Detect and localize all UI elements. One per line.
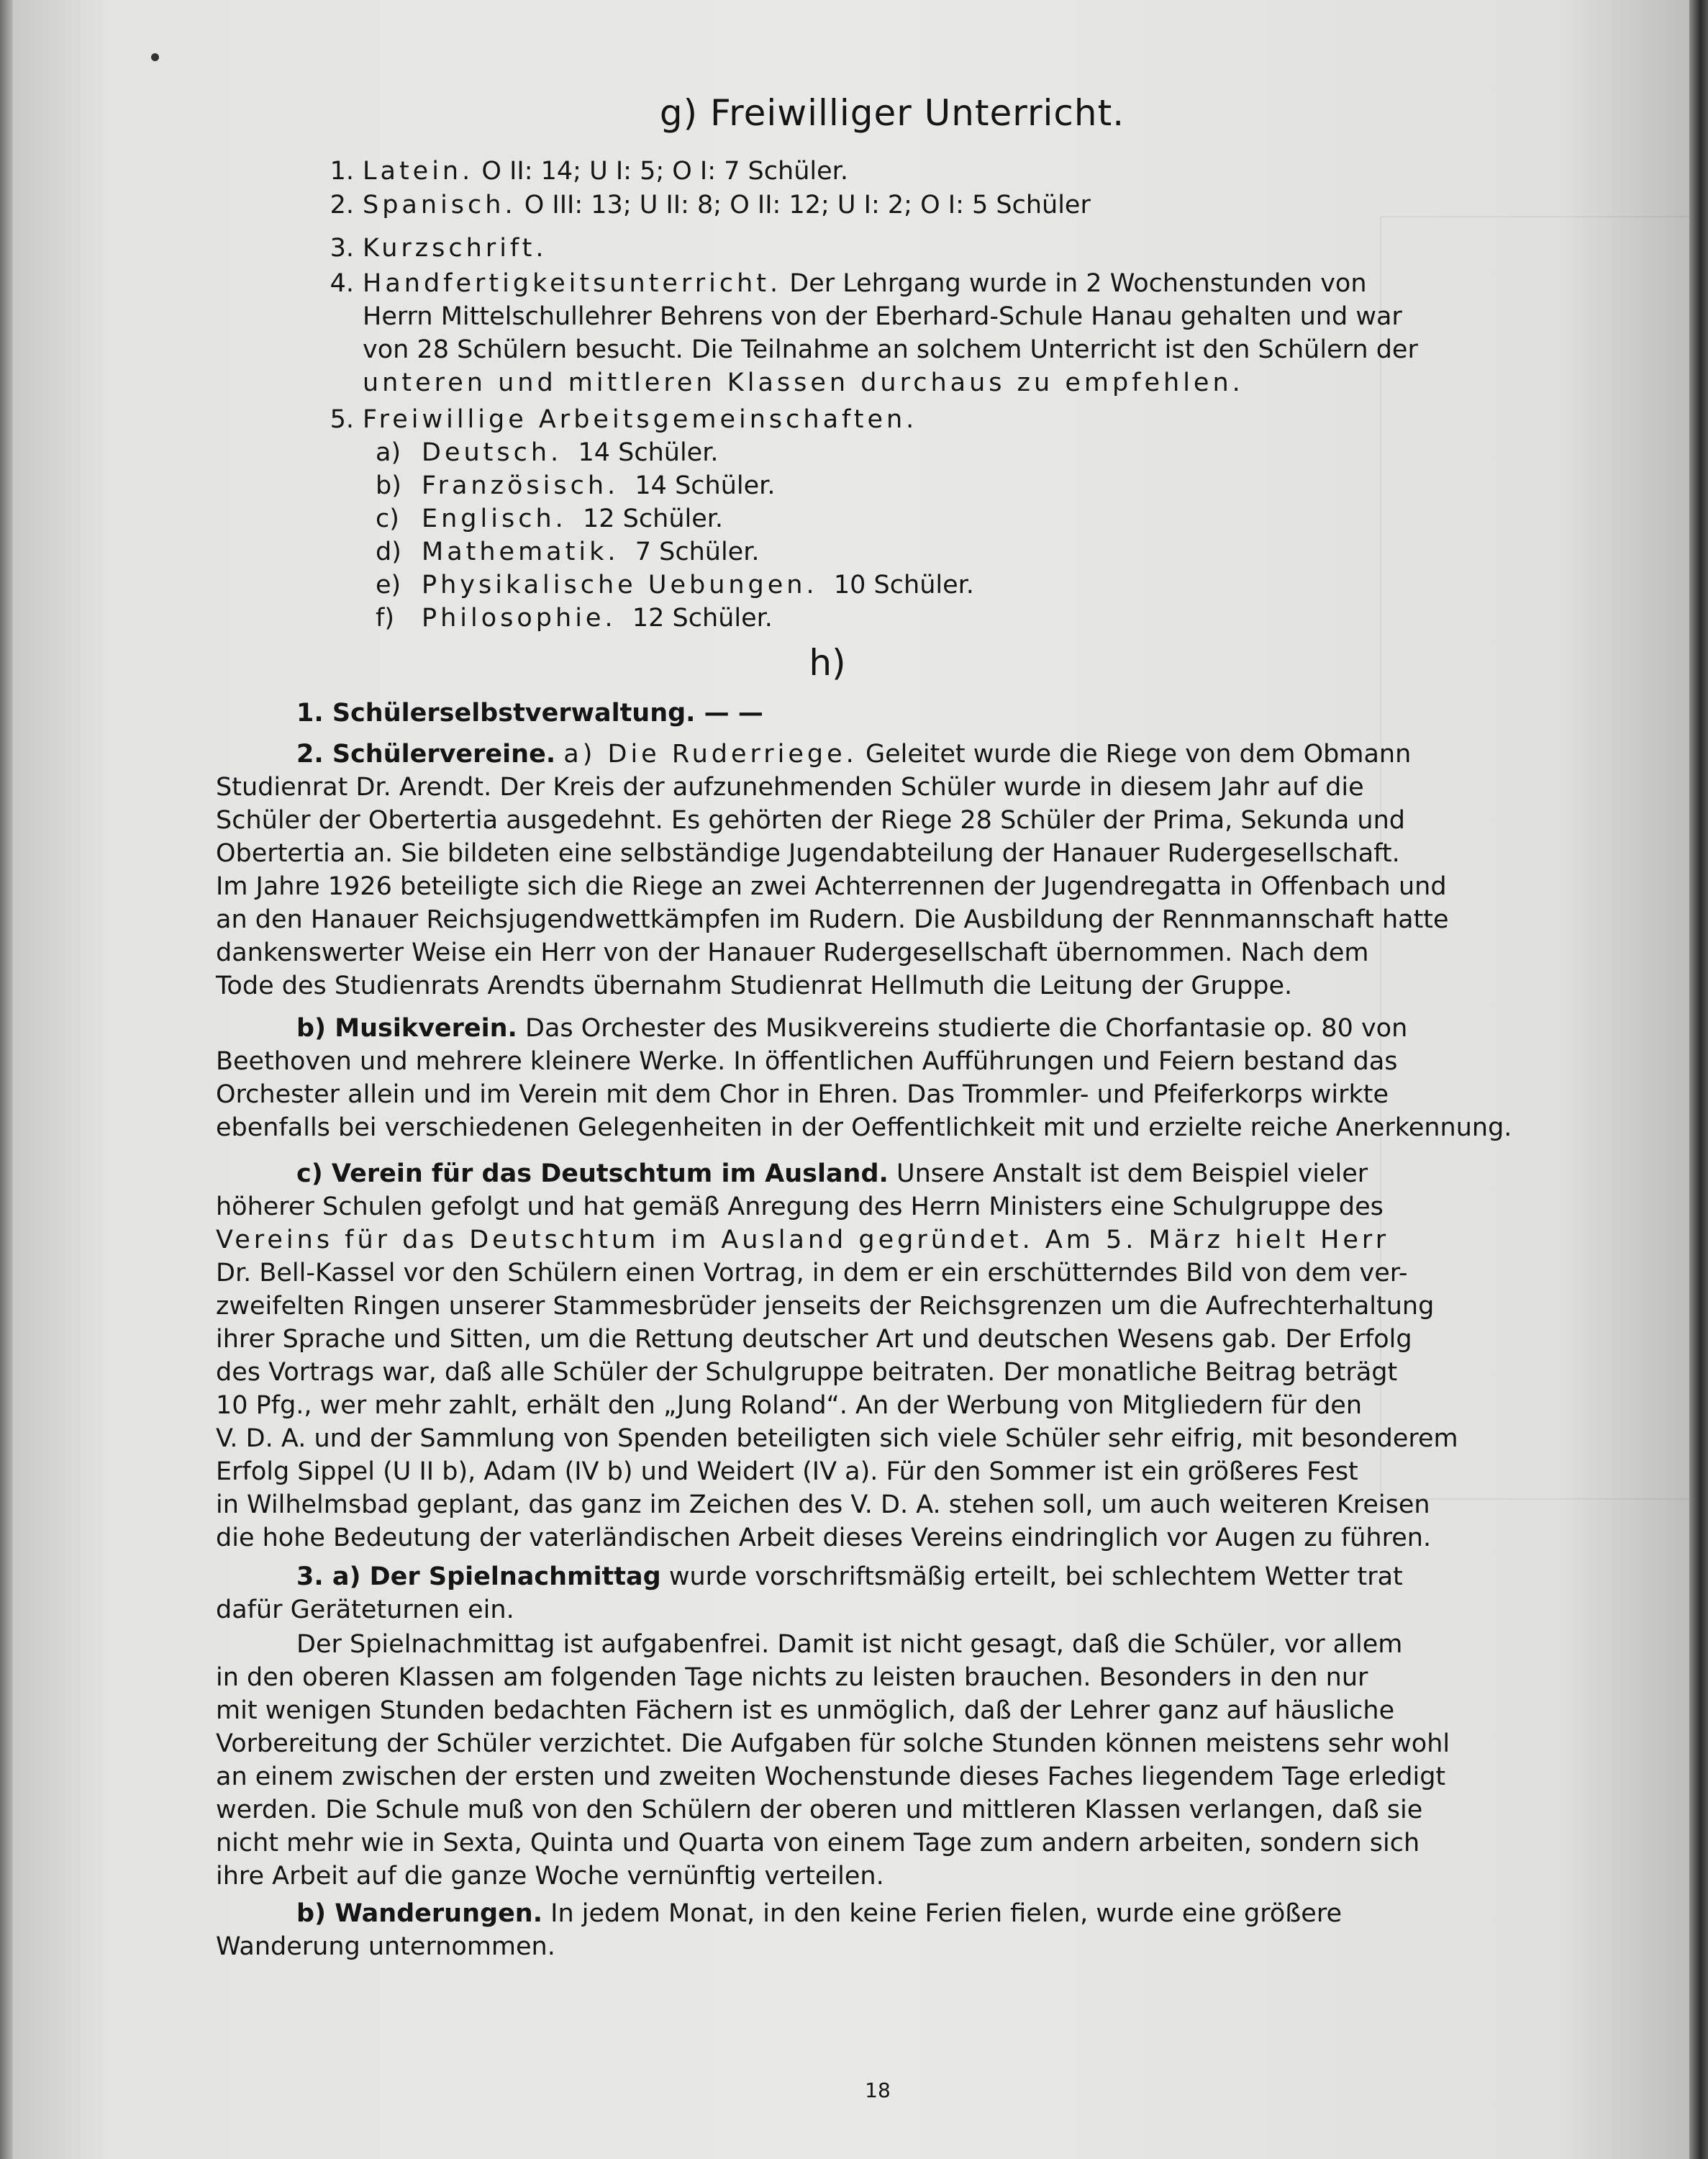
text-line: Dr. Bell-Kassel vor den Schülern einen Vortrag, in dem er ein erschütterndes Bild von dem ver- <box>216 1259 1408 1287</box>
paragraph-heading: 3. a) Der Spielnachmittag wurde vorschriftsmäßig erteilt, bei schlechtem Wetter trat <box>296 1562 1403 1591</box>
text-line: Tode des Studienrats Arendts übernahm Studienrat Hellmuth die Leitung der Gruppe. <box>216 972 1293 1000</box>
item-number: 5. <box>330 405 354 434</box>
scan-left-edge <box>0 0 13 2159</box>
text-line: Vorbereitung der Schüler verzichtet. Die Aufgaben für solche Stunden können meistens sehr wohl <box>216 1729 1450 1758</box>
text-line: werden. Die Schule muß von den Schülern der oberen und mittleren Klassen verlangen, daß sie <box>216 1796 1423 1824</box>
paragraph-heading: c) Verein für das Deutschtum im Ausland. Unsere Anstalt ist dem Beispiel vieler <box>296 1159 1368 1188</box>
text-line: Schüler der Obertertia ausgedehnt. Es gehörten der Riege 28 Schüler der Prima, Sekunda und <box>216 806 1406 835</box>
text-line: an einem zwischen der ersten und zweiten Wochenstunde dieses Faches liegendem Tage erledigt <box>216 1762 1446 1791</box>
item-text-line: von 28 Schülern besucht. Die Teilnahme an solchem Unterricht ist den Schülern der <box>363 335 1418 364</box>
page-speck <box>151 53 159 61</box>
item-number: 2. <box>330 191 354 219</box>
text-line: Erfolg Sippel (U II b), Adam (IV b) und Weidert (IV a). Für den Sommer ist ein größeres Fest <box>216 1457 1358 1486</box>
item-number: 3. <box>330 234 354 263</box>
sub-item: e) Physikalische Uebungen. 10 Schüler. <box>376 571 974 599</box>
sub-item: d) Mathematik. 7 Schüler. <box>376 538 760 566</box>
section-g-title: g) Freiwilliger Unterricht. <box>659 92 1125 134</box>
text-line: Obertertia an. Sie bildeten eine selbständige Jugendabteilung der Hanauer Rudergesellschaft. <box>216 839 1400 868</box>
text-line: V. D. A. und der Sammlung von Spenden beteiligten sich viele Schüler sehr eifrig, mit besonderem <box>216 1424 1458 1453</box>
item-label: Spanisch. <box>363 191 517 219</box>
text-line: 10 Pfg., wer mehr zahlt, erhält den „Jung Roland“. An der Werbung von Mitgliedern für den <box>216 1391 1363 1420</box>
item-text: Der Lehrgang wurde in 2 Wochenstunden von <box>789 269 1367 298</box>
sub-item: a) Deutsch. 14 Schüler. <box>376 438 719 467</box>
item-label: Freiwillige Arbeitsgemeinschaften. <box>363 405 918 434</box>
text-line: Im Jahre 1926 beteiligte sich die Riege an zwei Achterrennen der Jugendregatta in Offenbach und <box>216 872 1447 901</box>
item-text: O II: 14; U I: 5; O I: 7 Schüler. <box>481 157 848 186</box>
text-line: Studienrat Dr. Arendt. Der Kreis der aufzunehmenden Schüler wurde in diesem Jahr auf die <box>216 773 1364 802</box>
item-number: 4. <box>330 269 354 298</box>
scan-right-edge <box>1689 0 1708 2159</box>
item-text-line: Herrn Mittelschullehrer Behrens von der Eberhard-Schule Hanau gehalten und war <box>363 302 1402 331</box>
list-item <box>317 403 917 436</box>
paragraph-heading: b) Musikverein. Das Orchester des Musikvereins studierte die Chorfantasie op. 80 von <box>296 1014 1408 1043</box>
item-label: Kurzschrift. <box>363 234 548 263</box>
text-line: nicht mehr wie in Sexta, Quinta und Quarta von einem Tage zum andern arbeiten, sondern sich <box>216 1829 1420 1857</box>
text-line: an den Hanauer Reichsjugendwettkämpfen im Rudern. Die Ausbildung der Rennmannschaft hatte <box>216 905 1449 934</box>
list-item <box>317 232 547 265</box>
paragraph-heading: 2. Schülervereine. a) Die Ruderriege. Geleitet wurde die Riege von dem Obmann <box>296 740 1412 769</box>
text-line: dafür Geräteturnen ein. <box>216 1596 514 1624</box>
text-line: in Wilhelmsbad geplant, das ganz im Zeichen des V. D. A. stehen soll, um auch weiteren Kreisen <box>216 1490 1430 1519</box>
page-number: 18 <box>865 2078 891 2102</box>
text-line: ihrer Sprache und Sitten, um die Rettung deutscher Art und deutschen Wesens gab. Der Erfolg <box>216 1325 1412 1354</box>
text-line: Der Spielnachmittag ist aufgabenfrei. Damit ist nicht gesagt, daß die Schüler, vor allem <box>296 1630 1403 1659</box>
sub-item: b) Französisch. 14 Schüler. <box>376 471 776 500</box>
list-item <box>317 155 848 188</box>
item-label: Latein. <box>363 157 474 186</box>
text-line: Vereins für das Deutschtum im Ausland gegründet. Am 5. März hielt Herr <box>216 1226 1390 1254</box>
text-line: ebenfalls bei verschiedenen Gelegenheiten in der Oeffentlichkeit mit und erzielte reiche Anerkennung. <box>216 1113 1512 1142</box>
text-line: in den oberen Klassen am folgenden Tage nichts zu leisten brauchen. Besonders in den nur <box>216 1663 1368 1692</box>
text-line: Wanderung unternommen. <box>216 1932 555 1961</box>
sub-item: f) Philosophie. 12 Schüler. <box>376 604 773 633</box>
text-line: höherer Schulen gefolgt und hat gemäß Anregung des Herrn Ministers eine Schulgruppe des <box>216 1192 1384 1221</box>
text-line: Beethoven und mehrere kleinere Werke. In öffentlichen Aufführungen und Feiern bestand das <box>216 1047 1398 1076</box>
item-text: O III: 13; U II: 8; O II: 12; U I: 2; O I: 5 Schüler <box>524 191 1091 219</box>
text-line: mit wenigen Stunden bedachten Fächern ist es unmöglich, daß der Lehrer ganz auf häusliche <box>216 1696 1395 1725</box>
text-line: ihre Arbeit auf die ganze Woche vernünftig verteilen. <box>216 1862 884 1891</box>
item-text-line: unteren und mittleren Klassen durchaus zu empfehlen. <box>363 368 1244 397</box>
sub-item: c) Englisch. 12 Schüler. <box>376 504 724 533</box>
text-line: Orchester allein und im Verein mit dem Chor in Ehren. Das Trommler- und Pfeiferkorps wirkte <box>216 1080 1389 1109</box>
text-line: des Vortrags war, daß alle Schüler der Schulgruppe beitraten. Der monatliche Beitrag beträgt <box>216 1358 1398 1387</box>
paragraph-heading: b) Wanderungen. In jedem Monat, in den keine Ferien fielen, wurde eine größere <box>296 1899 1342 1928</box>
text-line: die hohe Bedeutung der vaterländischen Arbeit dieses Vereins eindringlich vor Augen zu führen. <box>216 1524 1432 1552</box>
item-number: 1. <box>330 157 354 186</box>
paragraph-heading: 1. Schülerselbstverwaltung. — — <box>296 699 763 728</box>
section-h-title: h) <box>809 642 846 684</box>
text-line: dankenswerter Weise ein Herr von der Hanauer Rudergesellschaft übernommen. Nach dem <box>216 938 1369 967</box>
list-item <box>317 189 1091 222</box>
text-line: zweifelten Ringen unserer Stammesbrüder jenseits der Reichsgrenzen um die Aufrechterhaltung <box>216 1292 1435 1321</box>
item-label: Handfertigkeitsunterricht. <box>363 269 782 298</box>
list-item <box>317 267 1560 300</box>
